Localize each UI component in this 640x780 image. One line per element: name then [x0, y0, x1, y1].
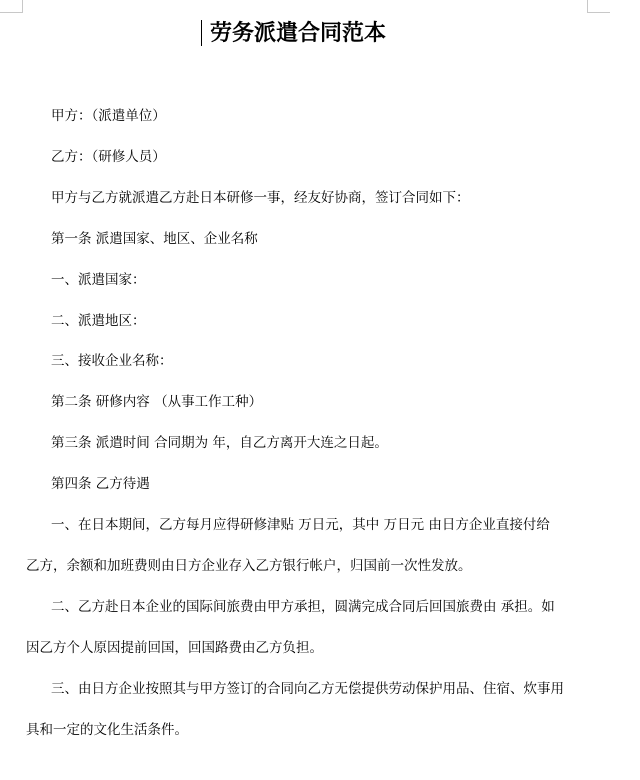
paragraph-party-a[interactable]: 甲方：（派遣单位） [51, 108, 166, 124]
article-1-heading[interactable]: 第一条 派遣国家、地区、企业名称 [51, 231, 258, 247]
article-4-heading[interactable]: 第四条 乙方待遇 [51, 476, 150, 492]
article-4-item-1-line-2[interactable]: 乙方，余额和加班费则由日方企业存入乙方银行帐户，归国前一次性发放。 [26, 558, 472, 574]
paragraph-intro[interactable]: 甲方与乙方就派遣乙方赴日本研修一事，经友好协商，签订合同如下： [51, 190, 470, 206]
article-1-item-region[interactable]: 二、派遣地区： [51, 313, 146, 329]
article-4-item-3-line-2[interactable]: 具和一定的文化生活条件。 [26, 722, 188, 738]
article-4-item-1-line-1[interactable]: 一、在日本期间，乙方每月应得研修津贴 万日元，其中 万日元 由日方企业直接付给 [51, 517, 550, 533]
article-4-item-2-line-2[interactable]: 因乙方个人原因提前回国，回国路费由乙方负担。 [26, 640, 323, 656]
article-4-item-3-line-1[interactable]: 三、由日方企业按照其与甲方签订的合同向乙方无偿提供劳动保护用品、住宿、炊事用 [51, 681, 564, 697]
paragraph-party-b[interactable]: 乙方：（研修人员） [51, 149, 166, 165]
document-title[interactable]: 劳务派遣合同范本 [209, 20, 386, 46]
article-1-item-company[interactable]: 三、接收企业名称： [51, 353, 173, 369]
article-4-item-2-line-1[interactable]: 二、乙方赴日本企业的国际间旅费由甲方承担，圆满完成合同后回国旅费由 承担。如 [51, 599, 555, 615]
article-2-heading[interactable]: 第二条 研修内容 （从事工作工种） [51, 394, 263, 410]
article-3-heading[interactable]: 第三条 派遣时间 合同期为 年，自乙方离开大连之日起。 [51, 435, 388, 451]
page-corner-mark-right [587, 0, 610, 13]
page-corner-mark-left [0, 0, 23, 13]
article-1-item-country[interactable]: 一、派遣国家： [51, 272, 146, 288]
